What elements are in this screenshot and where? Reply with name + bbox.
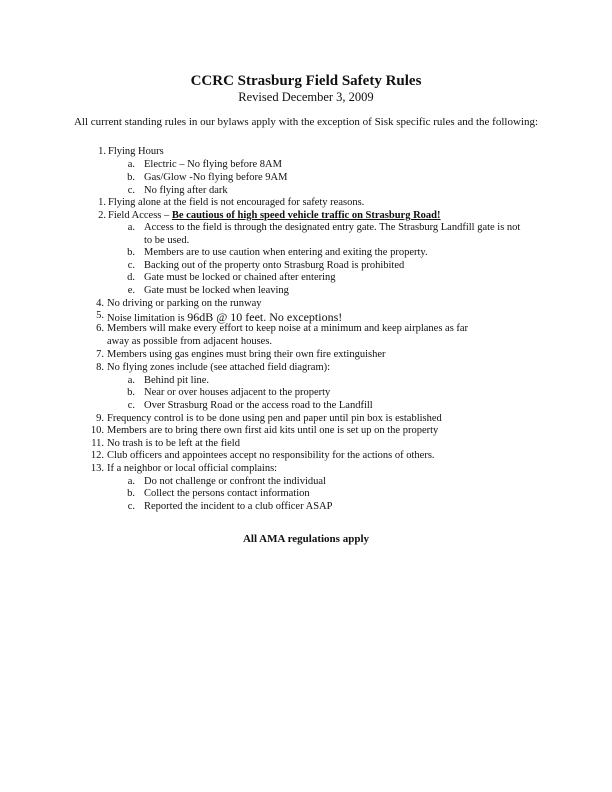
rule-text: Behind pit line. [144, 375, 210, 386]
rule-number: 7. [96, 349, 104, 360]
rule-number: 2. [98, 210, 106, 221]
rule-number: a. [127, 476, 135, 487]
rule-number: 1. [98, 197, 106, 208]
rule-number: 12. [90, 450, 104, 461]
rule-text: Club officers and appointees accept no responsibility for the actions of others. [107, 450, 435, 461]
rule-text: Noise limitation is 96dB @ 10 feet. No exceptions! [107, 310, 343, 324]
rule-number: a. [127, 375, 135, 386]
rule-text: Gate must be locked or chained after entering [144, 272, 336, 283]
rule-text: away as possible from adjacent houses. [107, 336, 273, 347]
rule-text: No driving or parking on the runway [107, 298, 262, 309]
rule-number: e. [127, 285, 135, 296]
rule-text: Members are to use caution when entering and exiting the property. [144, 247, 428, 258]
rule-emphasis: 96dB @ 10 feet. No exceptions! [187, 310, 343, 324]
rule-number: c. [127, 260, 135, 271]
rule-number: 11. [91, 438, 104, 449]
rule-text: Electric – No flying before 8AM [144, 159, 282, 170]
rule-number: 6. [96, 323, 104, 334]
rule-emphasis: Be cautious of high speed vehicle traffic on Strasburg Road! [171, 210, 441, 221]
rule-number: 8. [96, 362, 104, 373]
footer-note: All AMA regulations apply [242, 533, 369, 545]
rule-text: Gas/Glow -No flying before 9AM [144, 172, 288, 183]
rule-number: c. [127, 501, 135, 512]
document-title: CCRC Strasburg Field Safety Rules [190, 73, 422, 89]
rule-text: to be used. [144, 235, 190, 246]
rule-number: d. [127, 272, 135, 283]
rule-text: Flying alone at the field is not encouraged for safety reasons. [108, 197, 365, 208]
rule-text: No trash is to be left at the field [107, 438, 240, 449]
rule-text: Flying Hours [108, 146, 164, 157]
rule-number: 10. [90, 425, 104, 436]
rule-text: If a neighbor or local official complains: [107, 463, 278, 474]
rule-number: b. [127, 247, 135, 258]
rule-number: 4. [96, 298, 104, 309]
rule-number: a. [127, 222, 135, 233]
rule-text: Gate must be locked when leaving [144, 285, 289, 296]
rule-number: 5. [96, 310, 104, 321]
document-subtitle: Revised December 3, 2009 [238, 90, 374, 104]
rule-text: Members are to bring there own first aid kits until one is set up on the property [107, 425, 439, 436]
rule-number: b. [127, 387, 135, 398]
rule-number: 13. [90, 463, 104, 474]
rule-number: c. [127, 185, 135, 196]
rule-number: b. [127, 488, 135, 499]
rule-number: a. [127, 159, 135, 170]
rule-text: Members using gas engines must bring their own fire extinguisher [107, 349, 386, 360]
rule-text: Frequency control is to be done using pen and paper until pin box is established [107, 413, 442, 424]
rule-number: 1. [98, 146, 106, 157]
rule-text: Do not challenge or confront the individual [144, 476, 326, 487]
rule-text: Backing out of the property onto Strasburg Road is prohibited [144, 260, 405, 271]
rule-text: Field Access – Be cautious of high speed vehicle traffic on Strasburg Road! [108, 210, 441, 221]
rule-text: Access to the field is through the designated entry gate. The Strasburg Landfill gate is not [144, 222, 521, 233]
rule-number: 9. [96, 413, 104, 424]
rule-text: Reported the incident to a club officer ASAP [144, 501, 333, 512]
rule-number: c. [127, 400, 135, 411]
rule-text: No flying zones include (see attached field diagram): [107, 362, 331, 373]
rule-text: No flying after dark [144, 185, 228, 196]
rule-text: Over Strasburg Road or the access road to the Landfill [144, 400, 373, 411]
rule-text: Collect the persons contact information [144, 488, 310, 499]
rule-text: Members will make every effort to keep noise at a minimum and keep airplanes as far [107, 323, 469, 334]
intro-paragraph: All current standing rules in our bylaws apply with the exception of Sisk specific rules and the following: [73, 116, 539, 128]
rule-text: Near or over houses adjacent to the property [144, 387, 331, 398]
rule-number: b. [127, 172, 135, 183]
